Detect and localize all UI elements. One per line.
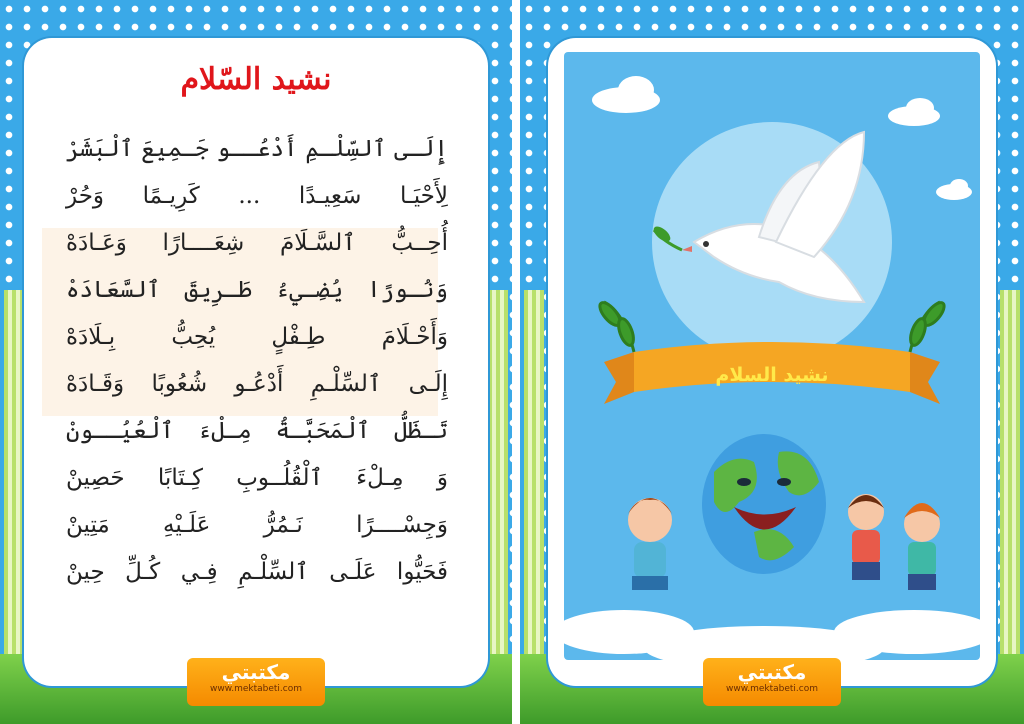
poem-line: إِلَـى ٱلسِّلْـمِ أَدْعُـو شُعُوبًا وَقَـادَهْ [66, 371, 448, 397]
poem-line: وَجِسْــــرًا نَـمُرُّ عَلَـيْهِ مَتِينْ [66, 512, 448, 538]
cover-page [520, 0, 1024, 724]
poem-line: إِلَـى ٱلسِّلْـمِ أَدْعُــو جَـمِيعَ ٱلْبَشَرْ [66, 136, 448, 162]
poem-line: وَنُـورًا يُضِـيءُ طَـرِيقَ ٱلسَّعَادَهْ [66, 277, 448, 303]
ribbon-title: نشيد السلام [715, 364, 829, 386]
ground-cloud [564, 610, 980, 660]
poem-line: وَ مِـلْءَ ٱلْقُلُــوبِ كِـتَابًا حَصِينْ [66, 465, 448, 491]
cover-illustration [564, 52, 980, 660]
poem-title: نشيد السّلام [180, 62, 332, 97]
child-girl [628, 498, 672, 590]
child-boy [904, 503, 940, 590]
logo-url: www.mektabeti.com [209, 684, 303, 694]
grass-stripe-left [524, 290, 544, 664]
poem-line: وَأَحْـلَامَ طِـفْلٍ يُحِبُّ بِـلَادَهْ [66, 324, 448, 350]
logo-name: مكتبتي [737, 660, 807, 684]
grass-stripe-left [4, 290, 24, 664]
grass-stripe-right [488, 290, 508, 664]
logo-name: مكتبتي [221, 660, 291, 684]
poem-line: فَحَيُّوا عَلَـى ٱلسِّلْـمِ فِـي كُـلِّ حِينْ [66, 559, 448, 585]
site-logo [187, 658, 325, 706]
poem-text [66, 126, 448, 596]
site-logo [703, 658, 841, 706]
cover-art [564, 52, 980, 660]
grass-stripe-right [1000, 290, 1020, 664]
logo-url: www.mektabeti.com [725, 684, 819, 694]
globe-character [702, 434, 826, 574]
poem-line: تَـظَلُّ ٱلْمَحَبَّـةُ مِـلْءَ ٱلْعُيُــونْ [66, 418, 448, 444]
poem-line: لِأَحْيَـا سَعِيـدًا ... كَرِيـمًا وَحُرْ [66, 183, 448, 209]
poem-line: أُحِــبُّ ٱلسَّـلَامَ شِعَــــارًا وَعَـادَهْ [66, 230, 448, 256]
child-boy [848, 494, 884, 580]
